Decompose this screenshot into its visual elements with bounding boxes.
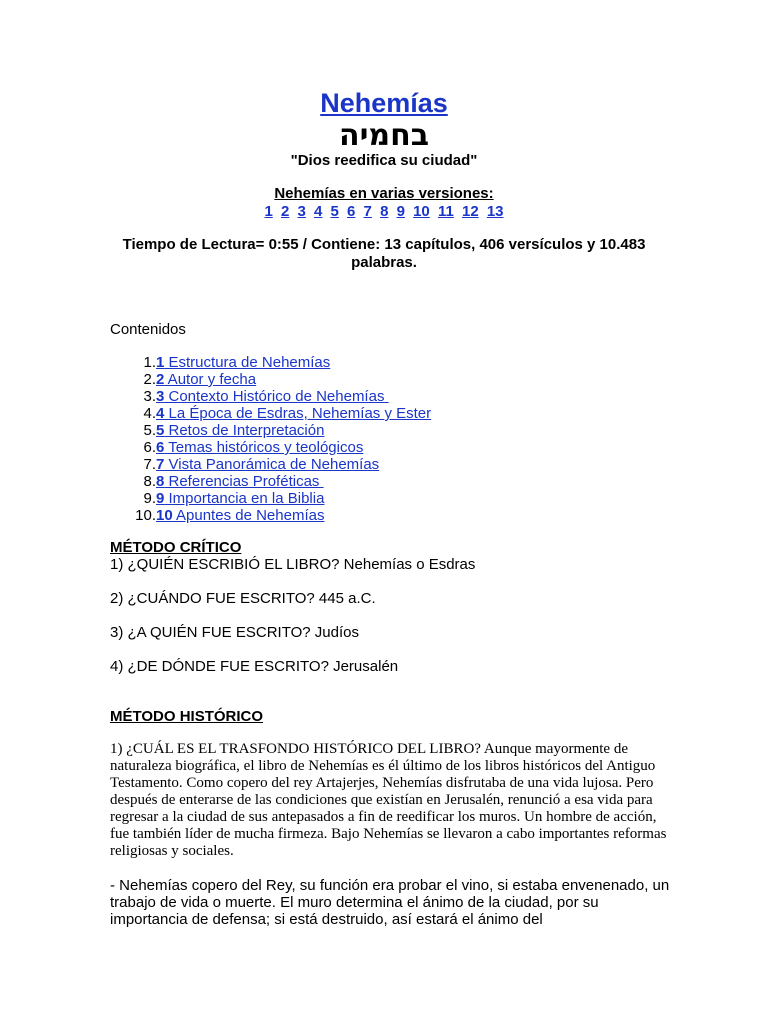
toc-item [110, 354, 431, 371]
toc-item [110, 456, 431, 473]
version-link-10[interactable]: 10 [413, 203, 430, 220]
version-links [0, 203, 768, 221]
version-link-13[interactable]: 13 [486, 203, 504, 220]
hebrew-title: בחמיה [338, 118, 430, 153]
toc-link-text: Referencias Proféticas [164, 473, 324, 490]
toc-item-number: 1. [143, 354, 156, 371]
toc-link-number: 2 [156, 371, 165, 388]
toc-link-number: 4 [156, 405, 165, 422]
toc-link-text: Autor y fecha [164, 371, 257, 388]
toc-link-text: Estructura de Nehemías [164, 354, 331, 371]
version-link-11[interactable]: 11 [437, 203, 454, 220]
critico-q3: 3) ¿A QUIÉN FUE ESCRITO? Judíos [110, 624, 359, 641]
version-link-2[interactable]: 2 [280, 203, 290, 220]
toc-link-number: 10 [156, 507, 173, 524]
critico-heading: MÉTODO CRÍTICO [110, 539, 242, 556]
version-link-5[interactable]: 5 [330, 203, 339, 220]
version-link-8[interactable]: 8 [380, 203, 389, 220]
toc-item [110, 388, 431, 405]
version-link-4[interactable]: 4 [314, 203, 323, 220]
table-of-contents [110, 354, 431, 524]
toc-link-text: Apuntes de Nehemías [172, 507, 325, 524]
contents-label: Contenidos [110, 321, 186, 338]
toc-item-number: 6. [143, 439, 156, 456]
toc-link-text: Contexto Histórico de Nehemías [164, 388, 389, 405]
toc-item [110, 405, 431, 422]
subtitle: "Dios reedifica su ciudad" [290, 152, 478, 169]
critico-q4: 4) ¿DE DÓNDE FUE ESCRITO? Jerusalén [110, 658, 399, 675]
toc-link-text: Retos de Interpretación [164, 422, 325, 439]
critico-q2: 2) ¿CUÁNDO FUE ESCRITO? 445 a.C. [110, 590, 376, 607]
version-link-9[interactable]: 9 [396, 203, 405, 220]
title [0, 86, 768, 120]
historico-heading: MÉTODO HISTÓRICO [110, 708, 264, 725]
toc-link-number: 7 [156, 456, 165, 473]
toc-item-number: 8. [143, 473, 156, 490]
toc-link[interactable] [156, 354, 330, 371]
toc-item [110, 422, 431, 439]
toc-item-number: 9. [143, 490, 156, 507]
toc-link-number: 8 [156, 473, 165, 490]
toc-item-number: 2. [143, 371, 156, 388]
critico-section [110, 539, 670, 675]
historico-section [110, 708, 670, 928]
toc-link-number: 3 [156, 388, 165, 405]
toc-link-text: Temas históricos y teológicos [164, 439, 364, 456]
historico-paragraph: 1) ¿CUÁL ES EL TRASFONDO HISTÓRICO DEL LIBRO? Aunque mayormente de naturaleza biográfica, el libro de Nehemías es él último de los libros históricos del Antiguo Testamento. Como copero del rey Artajerjes, Nehemías disfrutaba de una vida lujosa. Pero después de enterarse de las condiciones que existían en Jerusalén, renunció a esa vida para regresar a la ciudad de sus antepasados a fin de reedificar los muros. Un hombre de acción, fue también líder de mucha firmeza. Bajo Nehemías se llevaron a cabo importantes reformas religiosas y sociales. [110, 741, 667, 859]
toc-link[interactable] [156, 473, 324, 490]
title-link[interactable]: Nehemías [320, 88, 448, 118]
toc-link-number: 9 [156, 490, 165, 507]
toc-item-number: 4. [143, 405, 156, 422]
toc-item-number: 7. [143, 456, 156, 473]
versions-label: Nehemías en varias versiones: [274, 185, 494, 202]
toc-item-number: 10. [135, 507, 156, 524]
version-link-1[interactable]: 1 [264, 203, 273, 220]
version-link-6[interactable]: 6 [347, 203, 356, 220]
toc-link[interactable] [156, 490, 324, 507]
toc-link[interactable] [156, 422, 324, 439]
version-link-12[interactable]: 12 [461, 203, 479, 220]
reading-info: Tiempo de Lectura= 0:55 / Contiene: 13 capítulos, 406 versículos y 10.483 palabras. [122, 236, 646, 271]
toc-link[interactable] [156, 439, 363, 456]
toc-item [110, 490, 431, 507]
toc-link-number: 1 [156, 354, 165, 371]
toc-link[interactable] [156, 507, 324, 524]
toc-item-number: 5. [143, 422, 156, 439]
toc-link[interactable] [156, 371, 256, 388]
version-link-3[interactable]: 3 [297, 203, 306, 220]
toc-link-number: 5 [156, 422, 165, 439]
toc-link-number: 6 [156, 439, 165, 456]
toc-item-number: 3. [143, 388, 156, 405]
toc-item [110, 371, 431, 388]
toc-link-text: Importancia en la Biblia [164, 490, 325, 507]
toc-link-text: Vista Panorámica de Nehemías [164, 456, 380, 473]
historico-note: - Nehemías copero del Rey, su función era probar el vino, si estaba envenenado, un trabajo de vida o muerte. El muro determina el ánimo de la ciudad, por su importancia de defensa; si está destruido, así estará el ánimo del [110, 877, 670, 928]
toc-link[interactable] [156, 405, 431, 422]
toc-item [110, 439, 431, 456]
toc-link-text: La Época de Esdras, Nehemías y Ester [164, 405, 432, 422]
toc-item [110, 473, 431, 490]
critico-q1: 1) ¿QUIÉN ESCRIBIÓ EL LIBRO? Nehemías o Esdras [110, 556, 476, 573]
toc-item [110, 507, 431, 524]
version-link-7[interactable]: 7 [363, 203, 372, 220]
toc-link[interactable] [156, 388, 389, 405]
toc-link[interactable] [156, 456, 379, 473]
